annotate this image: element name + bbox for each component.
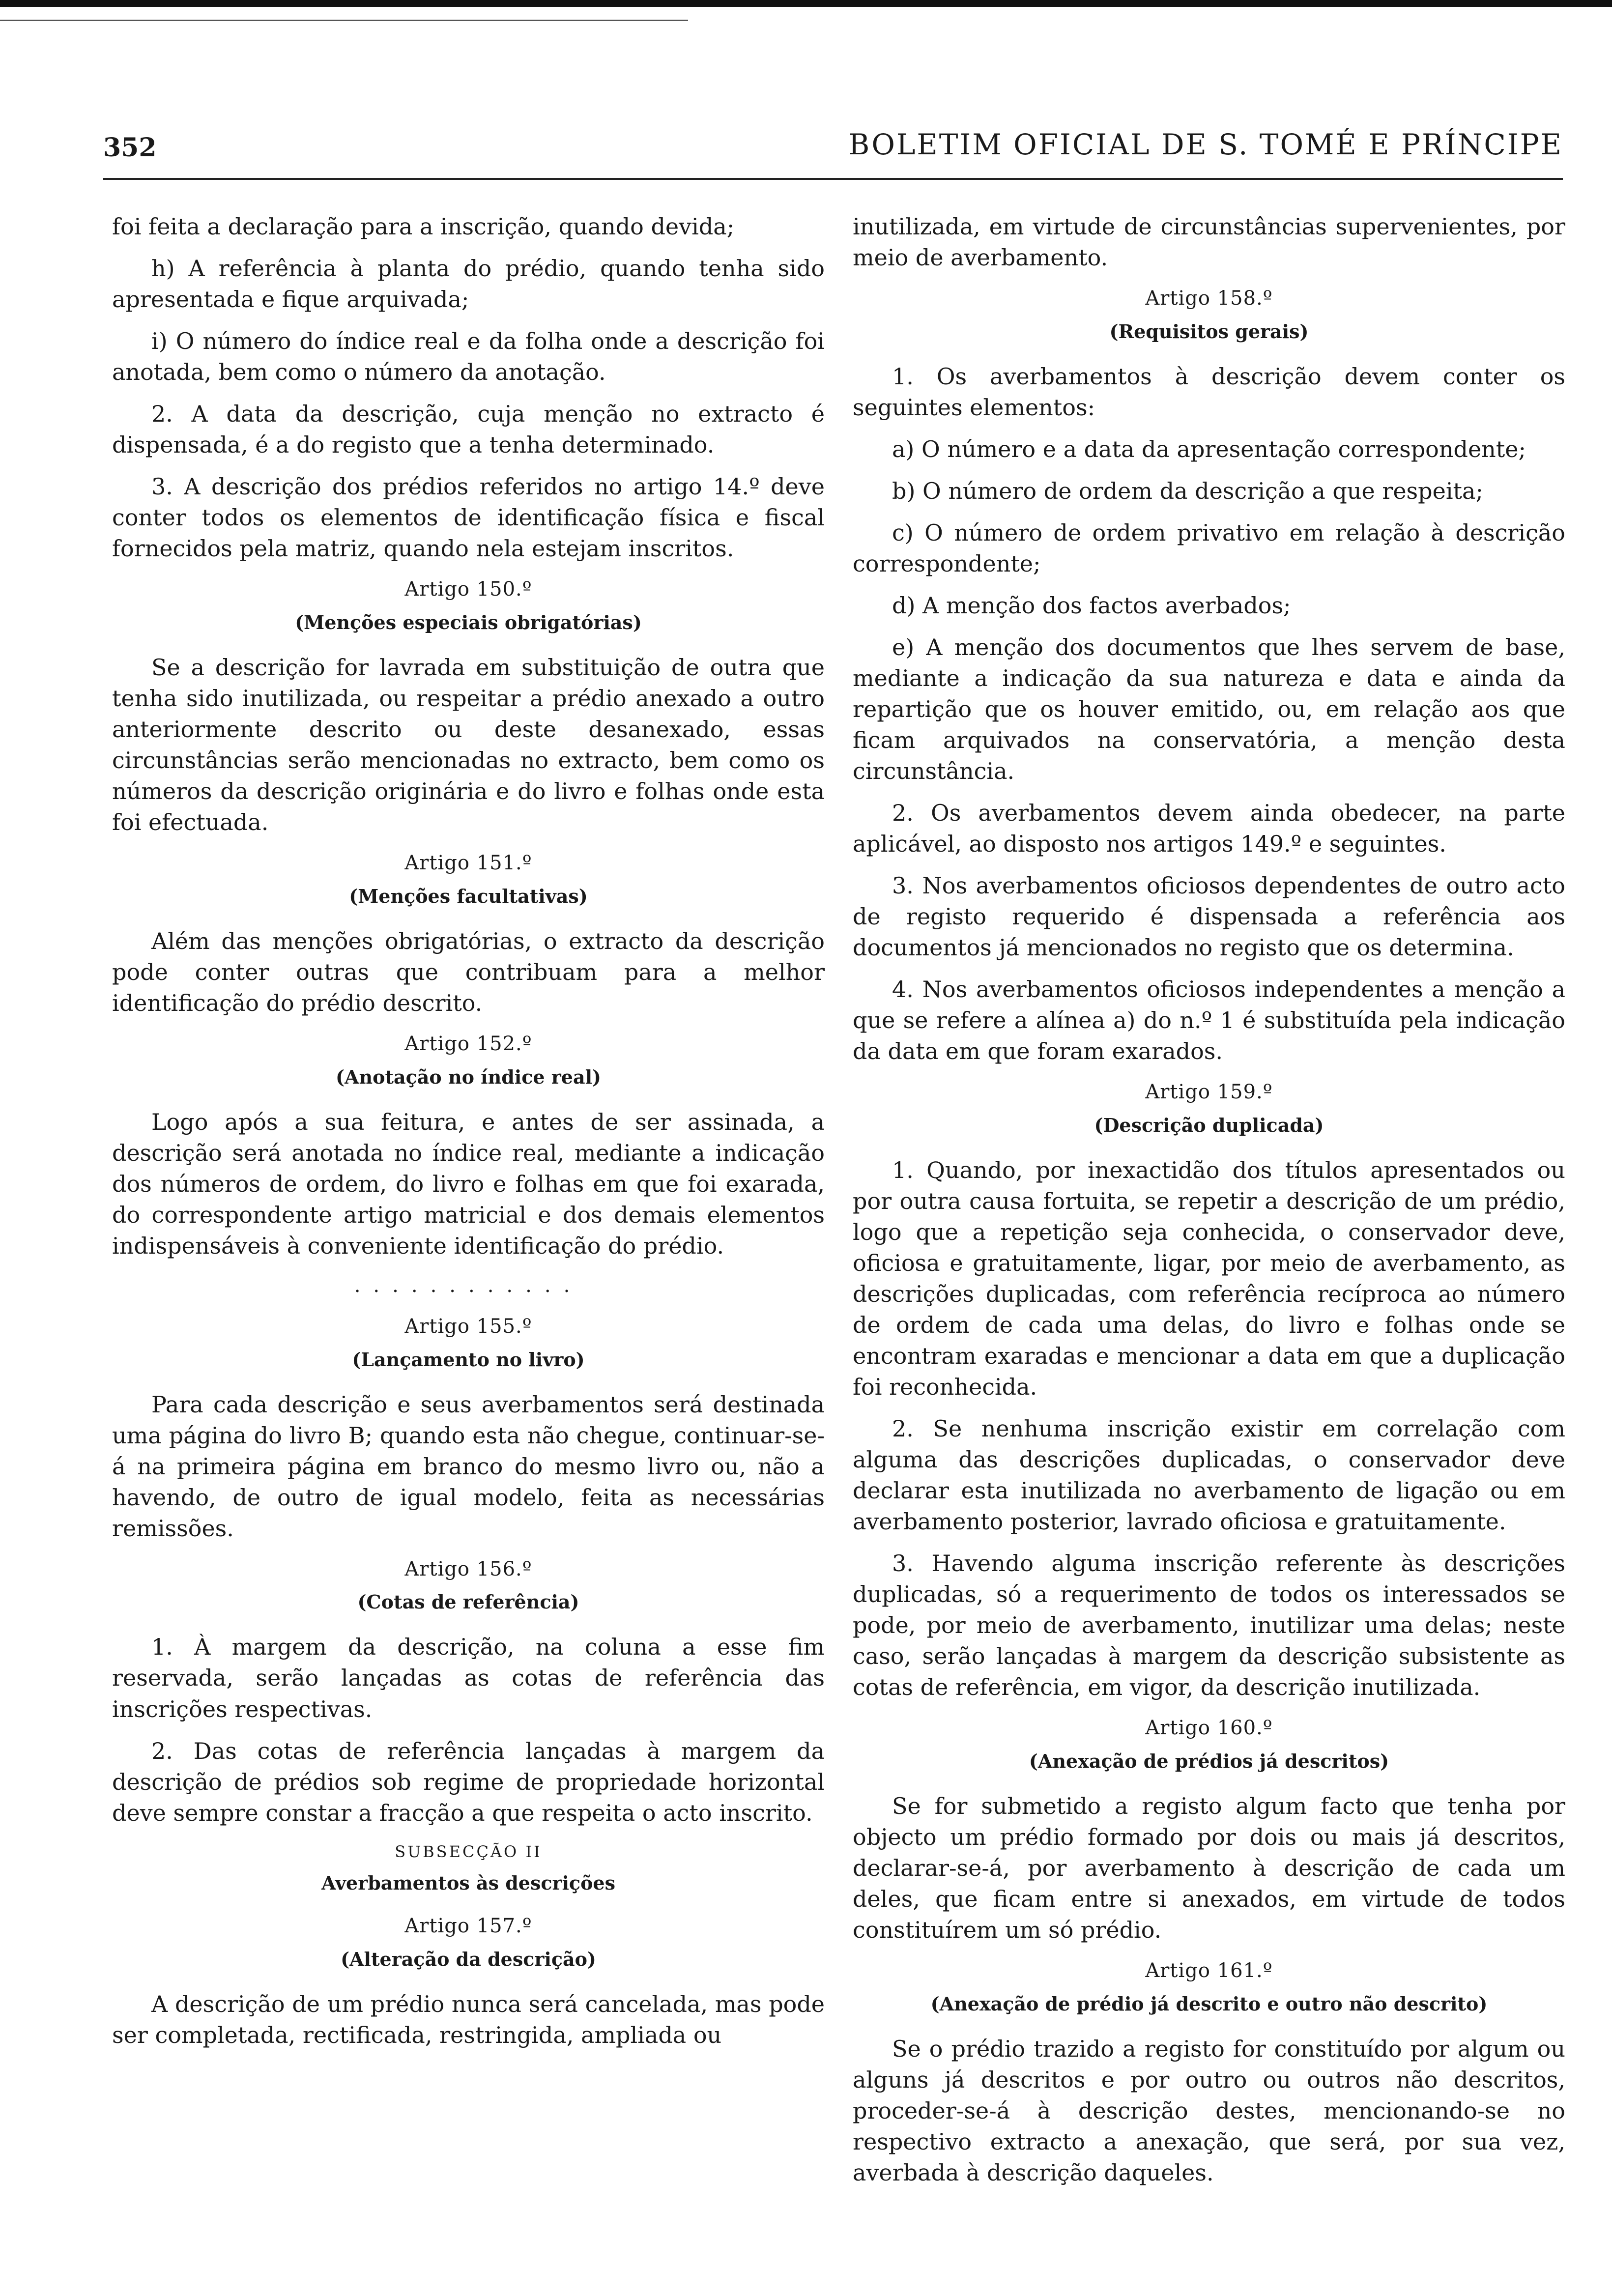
omission-dots: ............ [354, 1274, 583, 1297]
article-158-rubric: (Requisitos gerais) [1109, 320, 1309, 343]
article-158-paragraph-3: 3. Nos averbamentos oficiosos dependentes de outro acto de registo requerido é dispensada a referência aos documentos já mencionados no registo que os determina. [853, 872, 1565, 961]
paragraph-2: 2. A data da descrição, cuja menção no extracto é dispensada, é a do registo que a tenha determinado. [112, 401, 825, 459]
running-title: BOLETIM OFICIAL DE S. TOMÉ E PRÍNCIPE [848, 128, 1563, 161]
article-156-paragraph-1: 1. À margem da descrição, na coluna a esse fim reservada, serão lançadas as cotas de referência das inscrições respectivas. [112, 1634, 825, 1722]
article-161-title: Artigo 161.º [1145, 1959, 1273, 1982]
article-158-item-a: a) O número e a data da apresentação correspondente; [892, 435, 1526, 462]
article-151-title: Artigo 151.º [404, 852, 532, 875]
article-156-paragraph-2: 2. Das cotas de referência lançadas à margem da descrição de prédios sob regime de propriedade horizontal deve sempre constar a fracção a que respeita o acto inscrito. [112, 1737, 825, 1826]
article-157-continuation: inutilizada, em virtude de circunstâncias supervenientes, por meio de averbamento. [853, 213, 1565, 271]
article-158-item-d: d) A menção dos factos averbados; [892, 592, 1291, 619]
right-column [853, 211, 1565, 2199]
article-158-item-b: b) O número de ordem da descrição a que respeita; [892, 477, 1483, 504]
article-157-rubric: (Alteração da descrição) [341, 1948, 596, 1971]
article-160-text: Se for submetido a registo algum facto que tenha por objecto um prédio formado por dois ou mais já descritos, declarar-se-á, por averbamento à descrição de cada um deles, que ficam entre si anexados, em virtude de todos constituírem um só prédio. [853, 1793, 1565, 1944]
subsection-heading: SUBSECÇÃO II [395, 1842, 542, 1861]
article-155-title: Artigo 155.º [404, 1315, 532, 1338]
article-150-title: Artigo 150.º [404, 578, 532, 601]
article-159-paragraph-1: 1. Quando, por inexactidão dos títulos apresentados ou por outra causa fortuita, se repetir a descrição de um prédio, logo que a repetição seja conhecida, o conservador deve, oficiosa e gratuitamente, ligar, por meio de averbamento, as descrições duplicadas, com referência recíproca ao número de ordem de cada uma delas, do livro e folhas onde se encontram exaradas e mencionar a data em que a duplicação foi reconhecida. [853, 1157, 1565, 1401]
subsection-rubric: Averbamentos às descrições [321, 1872, 615, 1894]
article-161-rubric: (Anexação de prédio já descrito e outro não descrito) [930, 1993, 1488, 2015]
page-number: 352 [103, 133, 157, 163]
article-150-text: Se a descrição for lavrada em substituição de outra que tenha sido inutilizada, ou respeitar a prédio anexado a outro anteriormente descrito ou deste desanexado, essas circunstâncias serão mencionadas no extracto, bem como os números da descrição originária e do livro e folhas onde esta foi efectuada. [112, 654, 825, 836]
article-159-paragraph-2: 2. Se nenhuma inscrição existir em correlação com alguma das descrições duplicadas, o conservador deve declarar esta inutilizada no averbamento de ligação ou em averbamento posterior, lavrado oficiosa e gratuitamente. [853, 1415, 1565, 1535]
article-155-rubric: (Lançamento no livro) [352, 1348, 585, 1371]
item-h: h) A referência à planta do prédio, quando tenha sido apresentada e fique arquivada; [112, 255, 825, 313]
article-160-rubric: (Anexação de prédios já descritos) [1029, 1750, 1389, 1773]
article-155-text: Para cada descrição e seus averbamentos será destinada uma página do livro B; quando esta não chegue, continuar-se-á na primeira página em branco do mesmo livro ou, não a havendo, de outro de igual modelo, feita as necessárias remissões. [112, 1391, 825, 1542]
item-i: i) O número do índice real e da folha onde a descrição foi anotada, bem como o número da anotação. [112, 328, 825, 386]
article-158-paragraph-4: 4. Nos averbamentos oficiosos independentes a menção a que se refere a alínea a) do n.º 1 é substituída pela indicação da data em que foram exarados. [853, 976, 1565, 1065]
article-151-text: Além das menções obrigatórias, o extracto da descrição pode conter outras que contribuam para a melhor identificação do prédio descrito. [112, 927, 825, 1016]
article-158-title: Artigo 158.º [1145, 287, 1273, 310]
article-156-title: Artigo 156.º [404, 1557, 532, 1580]
article-152-title: Artigo 152.º [404, 1032, 532, 1055]
top-border [0, 0, 1612, 7]
header-rule [103, 178, 1563, 180]
paragraph-continuation: foi feita a declaração para a inscrição, quando devida; [112, 213, 735, 240]
page-header [103, 118, 1563, 177]
article-161-text: Se o prédio trazido a registo for constituído por algum ou alguns já descritos e por outro ou outros não descritos, proceder-se-á à descrição destes, mencionando-se no respectivo extracto a anexação, que será, por sua vez, averbada à descrição daqueles. [853, 2036, 1565, 2186]
top-border-secondary [0, 20, 688, 21]
article-156-rubric: (Cotas de referência) [357, 1591, 579, 1613]
article-157-text: A descrição de um prédio nunca será cancelada, mas pode ser completada, rectificada, restringida, ampliada ou [112, 1991, 825, 2049]
article-150-rubric: (Menções especiais obrigatórias) [295, 611, 642, 633]
article-158-item-c: c) O número de ordem privativo em relação à descrição correspondente; [853, 519, 1565, 577]
article-158-paragraph-1: 1. Os averbamentos à descrição devem conter os seguintes elementos: [853, 363, 1565, 421]
left-column [112, 211, 825, 2062]
article-152-text: Logo após a sua feitura, e antes de ser assinada, a descrição será anotada no índice real, mediante a indicação dos números de ordem, do livro e folhas em que foi exarada, do correspondente artigo matricial e dos demais elementos indispensáveis à conveniente identificação do prédio. [112, 1108, 825, 1259]
article-151-rubric: (Menções facultativas) [349, 885, 588, 907]
article-152-rubric: (Anotação no índice real) [336, 1065, 601, 1088]
article-160-title: Artigo 160.º [1145, 1717, 1273, 1740]
article-159-paragraph-3: 3. Havendo alguma inscrição referente às descrições duplicadas, só a requerimento de todos os interessados se pode, por meio de averbamento, inutilizar uma delas; neste caso, serão lançadas à margem da descrição subsistente as cotas de referência, em vigor, da descrição inutilizada. [853, 1550, 1565, 1701]
article-158-paragraph-2: 2. Os averbamentos devem ainda obedecer, na parte aplicável, ao disposto nos artigos 149.º e seguintes. [853, 800, 1565, 858]
article-158-item-e: e) A menção dos documentos que lhes servem de base, mediante a indicação da sua natureza e data e ainda da repartição que os houver emitido, ou, em relação aos que ficam arquivados na conservatória, a menção desta circunstância. [853, 633, 1565, 785]
article-159-rubric: (Descrição duplicada) [1094, 1114, 1324, 1136]
article-159-title: Artigo 159.º [1145, 1081, 1273, 1104]
paragraph-3: 3. A descrição dos prédios referidos no artigo 14.º deve conter todos os elementos de identificação física e fiscal fornecidos pela matriz, quando nela estejam inscritos. [112, 473, 825, 562]
article-157-title: Artigo 157.º [404, 1915, 532, 1938]
